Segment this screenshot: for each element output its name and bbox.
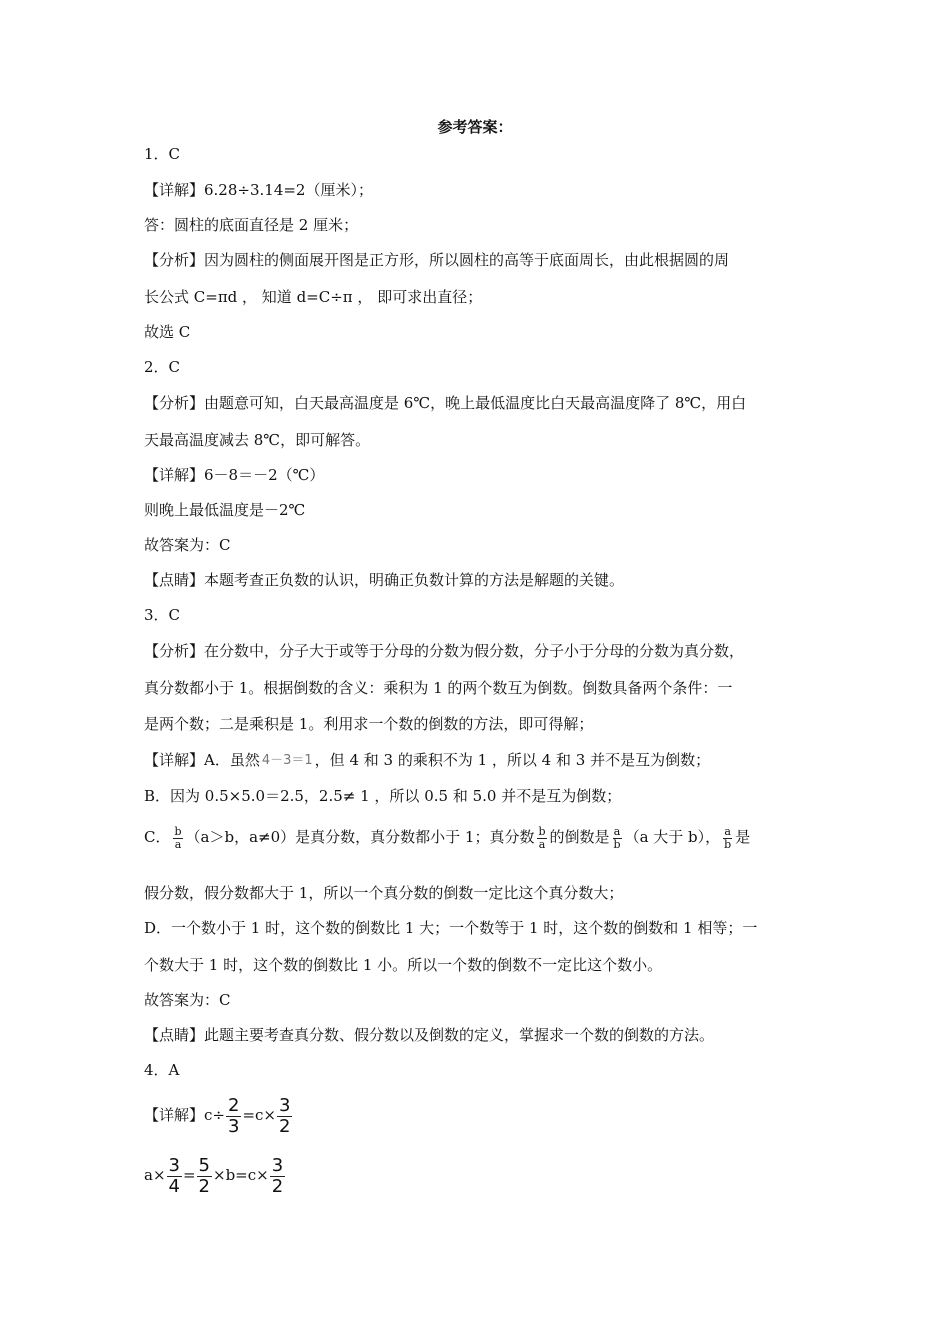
q3-c-text-1: （a＞b，a≠0）是真分数，真分数都小于 1；真分数 — [185, 828, 535, 846]
fraction-denominator: b — [724, 837, 732, 851]
page-title: 参考答案： — [437, 118, 513, 136]
q2-analysis-line-2: 天最高温度减去 8℃，即可解答。 — [144, 431, 371, 449]
q4-eq2-mid-1: = — [182, 1166, 196, 1184]
q4-eq1-mid: =c× — [242, 1106, 276, 1124]
fraction-five-halves — [197, 1156, 212, 1197]
equation-image: 4－3＝1 — [261, 753, 313, 768]
fraction-denominator: b — [613, 837, 621, 851]
q2-answer-text: 故答案为：C — [144, 536, 231, 554]
fraction-two-thirds — [226, 1096, 241, 1137]
q3-c-text-2: 的倒数是 — [549, 828, 610, 846]
q1-choice: 故选 C — [144, 323, 191, 341]
q1-detail: 【详解】6.28÷3.14=2（厘米）； — [144, 181, 373, 199]
q3-detail-a-pre: 【详解】A．虽然 — [144, 751, 260, 769]
fraction-numerator: 3 — [271, 1154, 284, 1176]
q1-analysis-line-2: 长公式 C=πd ， 知道 d=C÷π ， 即可求出直径； — [144, 288, 483, 306]
q4-detail-equation-2 — [144, 1152, 286, 1198]
fraction-numerator: 3 — [168, 1154, 180, 1176]
question-1-answer: 1．C — [144, 145, 181, 163]
q3-detail-a — [144, 750, 710, 771]
fraction-numerator: 5 — [198, 1154, 210, 1176]
q3-c-text-4: 是 — [735, 828, 751, 846]
fraction-numerator: 3 — [278, 1094, 291, 1116]
q1-answer-text: 答：圆柱的底面直径是 2 厘米； — [144, 216, 359, 234]
fraction-three-quarters — [167, 1156, 182, 1197]
fraction-numerator: b — [174, 824, 182, 838]
q3-detail-b: B．因为 0.5×5.0＝2.5，2.5≠ 1 ，所以 0.5 和 5.0 并不是互为倒数； — [144, 787, 622, 805]
fraction-denominator: a — [174, 837, 182, 851]
q2-analysis-line-1: 【分析】由题意可知，白天最高温度是 6℃，晚上最低温度比白天最高温度降了 8℃，用白 — [144, 394, 747, 412]
q2-detail: 【详解】6－8＝－2（℃） — [144, 466, 325, 484]
fraction-numerator: b — [538, 824, 546, 838]
q4-detail-pre: 【详解】c÷ — [144, 1106, 225, 1124]
q3-c-text-3: （a 大于 b）， — [624, 828, 721, 846]
fraction-denominator: 4 — [168, 1175, 180, 1197]
fraction-denominator: 2 — [278, 1115, 291, 1137]
fraction-denominator: a — [538, 837, 546, 851]
fraction-numerator: a — [724, 824, 731, 838]
q3-detail-c-line-1 — [144, 822, 750, 852]
fraction-numerator: 2 — [227, 1094, 240, 1116]
q4-eq2-mid-2: ×b=c× — [213, 1166, 269, 1184]
q3-c-label: C． — [144, 828, 171, 846]
q2-comment: 【点睛】本题考查正负数的认识，明确正负数计算的方法是解题的关键。 — [144, 571, 625, 589]
fraction-three-halves — [270, 1156, 285, 1197]
q3-analysis-line-2: 真分数都小于 1。根据倒数的含义：乘积为 1 的两个数互为倒数。倒数具备两个条件：一 — [144, 679, 733, 697]
q3-analysis-line-1: 【分析】在分数中，分子大于或等于分母的分数为假分数，分子小于分母的分数为真分数， — [144, 642, 745, 660]
q3-analysis-line-3: 是两个数；二是乘积是 1。利用求一个数的倒数的方法，即可得解； — [144, 715, 594, 733]
q3-detail-c-line-2: 假分数，假分数都大于 1，所以一个真分数的倒数一定比这个真分数大； — [144, 884, 624, 902]
q4-detail-equation-1 — [144, 1092, 293, 1138]
q4-eq2-pre: a× — [144, 1166, 166, 1184]
question-2-answer: 2．C — [144, 358, 181, 376]
fraction-b-over-a — [537, 826, 546, 851]
question-3-answer: 3．C — [144, 606, 181, 624]
q3-comment: 【点睛】此题主要考查真分数、假分数以及倒数的定义，掌握求一个数的倒数的方法。 — [144, 1026, 715, 1044]
fraction-a-over-b — [613, 826, 622, 851]
fraction-denominator: 2 — [198, 1175, 210, 1197]
fraction-b-over-a — [173, 826, 182, 851]
fraction-three-halves — [277, 1096, 292, 1137]
fraction-denominator: 2 — [271, 1175, 284, 1197]
fraction-a-over-b — [723, 826, 732, 851]
q3-answer-text: 故答案为：C — [144, 991, 231, 1009]
question-4-answer: 4．A — [144, 1061, 180, 1079]
q3-detail-a-post: ，但 4 和 3 的乘积不为 1 ，所以 4 和 3 并不是互为倒数； — [314, 751, 711, 769]
fraction-denominator: 3 — [227, 1115, 240, 1137]
q3-detail-d-line-1: D．一个数小于 1 时，这个数的倒数比 1 大；一个数等于 1 时，这个数的倒数和 1 相等；一 — [144, 919, 758, 937]
fraction-numerator: a — [613, 824, 621, 838]
q2-result: 则晚上最低温度是－2℃ — [144, 501, 306, 519]
q1-analysis-line-1: 【分析】因为圆柱的侧面展开图是正方形，所以圆柱的高等于底面周长，由此根据圆的周 — [144, 251, 730, 269]
q3-detail-d-line-2: 个数大于 1 时，这个数的倒数比 1 小。所以一个数的倒数不一定比这个数小。 — [144, 956, 663, 974]
